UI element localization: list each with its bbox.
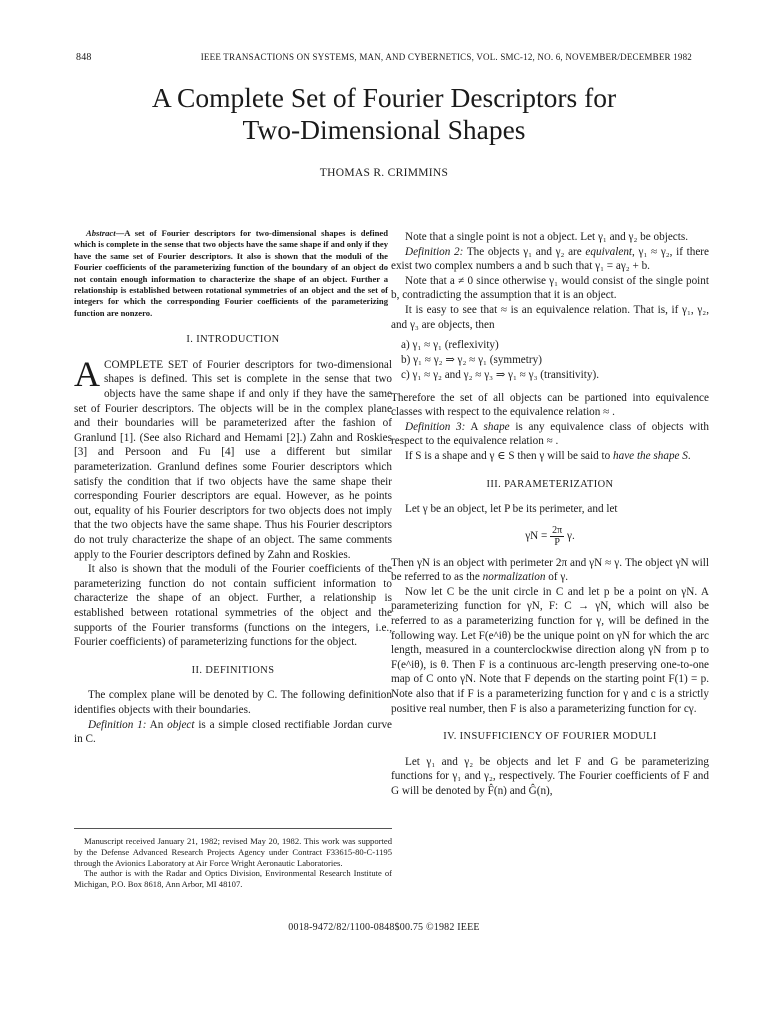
definitions-paragraph-1: The complex plane will be denoted by C. The following definition identifies objects with their boundaries. [74, 689, 392, 716]
right-paragraph-4: Therefore the set of all objects can be partioned into equivalence classes with respect to the equivalence relation ≈ . [391, 391, 709, 419]
definition-3-term: shape [483, 420, 510, 433]
definition-1-term: object [167, 718, 195, 731]
section-heading-parameterization: III. PARAMETERIZATION [486, 478, 614, 490]
definition-3 [391, 420, 709, 449]
drop-cap: A [74, 353, 100, 394]
shape-term: have the shape S [613, 449, 688, 462]
right-paragraph-6: Let γ be an object, let P be its perimeter, and let [405, 503, 618, 516]
equation-lhs: γN = [525, 529, 551, 542]
definition-1-text-a: An [146, 718, 168, 731]
equivalence-properties-list [401, 338, 709, 382]
definition-2-label: Definition 2: [405, 245, 464, 258]
right-paragraph-9: Let γ₁ and γ₂ be objects and let F and G be parameterizing functions for γ₁ and γ₂, respectively. The Fourier coefficients of F and G will be denoted by F̂(n) and Ĝ(n), [391, 755, 709, 798]
footnote [74, 836, 392, 890]
author-name: THOMAS R. CRIMMINS [319, 167, 449, 179]
intro-paragraph-2: It also is shown that the moduli of the Fourier coefficients of the parameterizing function do not contain sufficient information to characterize the shape of an object. Further, a relationship is established between rotational symmetries of the object and the supports of the Fourier transforms (functions on the integers, i.e., Fourier coefficients) of parameterizing functions for the object. [74, 563, 392, 649]
definition-2-text-a: The objects γ₁ and γ₂ are [463, 245, 586, 258]
normalization-sentence-a: Then γN is an object with perimeter 2π and γN ≈ γ. The object γN will be referred to as the [391, 556, 709, 584]
footnote-rule [74, 828, 392, 829]
list-item: c) γ₁ ≈ γ₂ and γ₂ ≈ γ₃ ⇒ γ₁ ≈ γ₃ (transitivity). [401, 368, 599, 381]
definition-2-text-b: , γ₁ ≈ γ₂, if there exist two complex numbers a and b such that γ₁ = aγ₂ + b. [391, 245, 709, 273]
intro-text-1: COMPLETE SET of Fourier descriptors for two-dimensional shapes is defined. This set is complete in the sense that two objects have the same shape if and only if they have the same set of Fourier descriptors. The objects will be in the complex plane and their boundaries will be parameterized after the fashion of Granlund [1]. (See also Richard and Hemami [2].) Zahn and Roskies [3] and Persoon and Fu [4] use a different but similar parameterization. Granlund defines some Fourier descriptors which satisfy the condition that if two objects have the same shape their corresponding Fourier descriptors are equal. However, as he points out, equality of his Fourier descriptors for two objects does not imply that the two objects have the same shape. Thus his Fourier descriptors do not truly characterize the shape of an object. The same comments apply to the Fourier descriptors defined by Zahn and Roskies. [74, 358, 392, 561]
list-item: a) γ₁ ≈ γ₁ (reflexivity) [401, 339, 499, 352]
normalization-equation [391, 525, 709, 548]
definition-1-label: Definition 1: [88, 718, 147, 731]
right-paragraph-7 [391, 556, 709, 585]
abstract [74, 228, 388, 319]
definition-3-text-b: is any equivalence class of objects with respect to the equivalence relation ≈ . [391, 420, 710, 448]
paper-title [60, 82, 708, 146]
definition-1-text-b: is a simple closed rectifiable Jordan curve in C. [74, 718, 392, 746]
fraction-numerator: 2π [552, 524, 563, 536]
right-paragraph-5 [391, 449, 709, 464]
right-paragraph-1: Note that a single point is not a object. Let γ₁ and γ₂ be objects. [405, 231, 689, 243]
equation-rhs: γ. [567, 529, 575, 542]
title-line-1: A Complete Set of Fourier Descriptors for [151, 82, 617, 113]
fraction-denominator: P [554, 536, 560, 548]
normalization-term: normalization [482, 571, 546, 584]
title-line-2: Two-Dimensional Shapes [242, 114, 526, 145]
definition-2 [391, 245, 709, 274]
list-item: b) γ₁ ≈ γ₂ ⇒ γ₂ ≈ γ₁ (symmetry) [401, 353, 542, 366]
right-column [391, 230, 709, 799]
abstract-text: —A set of Fourier descriptors for two-dimensional shapes is defined which is complete in the sense that two objects have the same shape if and only if they have the same set of Fourier descriptors. It also is shown that the moduli of the Fourier coefficients of the parameterizing function of the boundary of an object do not contain enough information to characterize the shape of an object. Further a relationship is established between rotational symmetries of an object and the set of integers for which the corresponding Fourier coefficients of the parameterizing function are nonzero. [74, 228, 388, 318]
journal-citation: IEEE TRANSACTIONS ON SYSTEMS, MAN, AND CYBERNETICS, VOL. SMC-12, NO. 6, NOVEMBER/DECEMBER 1982 [200, 52, 692, 62]
definition-1 [74, 718, 392, 747]
left-column [74, 228, 392, 747]
section-heading-introduction: I. INTRODUCTION [186, 334, 280, 346]
right-paragraph-8: Now let C be the unit circle in C and let p be a point on γN. A parameterizing function for γN, F: C → γN, which will also be referred to as a parameterizing function for γ, will be defined in the following way. Let F(e^iθ) be the unique point on γN for which the arc length, measured in a counterclockwise direction along γN from p to F(e^iθ), is θ. Then F is a continuous arc-length preserving one-to-one map of C onto γN. Note that F depends on the starting point F(1) = p. Note also that if F is a parameterizing function for γ and c is a strictly positive real number, then F is also a parameterizing function for cγ. [391, 585, 709, 715]
footnote-manuscript: Manuscript received January 21, 1982; revised May 20, 1982. This work was supported by the Defense Advanced Research Projects Agency under Contract F33615-80-C-1195 through the Avionics Laboratory at Air Force Wright Aeronautic Laboratories. [74, 836, 392, 868]
section-heading-definitions: II. DEFINITIONS [191, 664, 275, 676]
definition-3-text-a: A [465, 420, 484, 433]
equation-fraction [550, 525, 564, 548]
shape-sentence-b: . [687, 449, 691, 462]
normalization-sentence-b: of γ. [545, 571, 569, 584]
right-paragraph-2: Note that a ≠ 0 since otherwise γ₁ would consist of the single point b, contradicting the assumption that it is an object. [391, 274, 709, 302]
section-heading-fourier-moduli: IV. INSUFFICIENCY OF FOURIER MODULI [443, 731, 657, 743]
definition-2-term: equivalent [585, 245, 633, 258]
page-number: 848 [76, 52, 92, 63]
copyright-line: 0018-9472/82/1100-0848$00.75 ©1982 IEEE [288, 922, 480, 933]
definition-3-label: Definition 3: [405, 420, 466, 433]
abstract-lead: Abstract [86, 228, 116, 238]
footnote-affiliation: The author is with the Radar and Optics Division, Environmental Research Institute of Michigan, P.O. Box 8618, Ann Arbor, MI 48107. [74, 868, 392, 890]
shape-sentence-a: If S is a shape and γ ∈ S then γ will be said to [405, 449, 614, 462]
intro-paragraph-1 [74, 353, 392, 562]
right-paragraph-3: It is easy to see that ≈ is an equivalence relation. That is, if γ₁, γ₂, and γ₃ are objects, then [391, 303, 709, 331]
